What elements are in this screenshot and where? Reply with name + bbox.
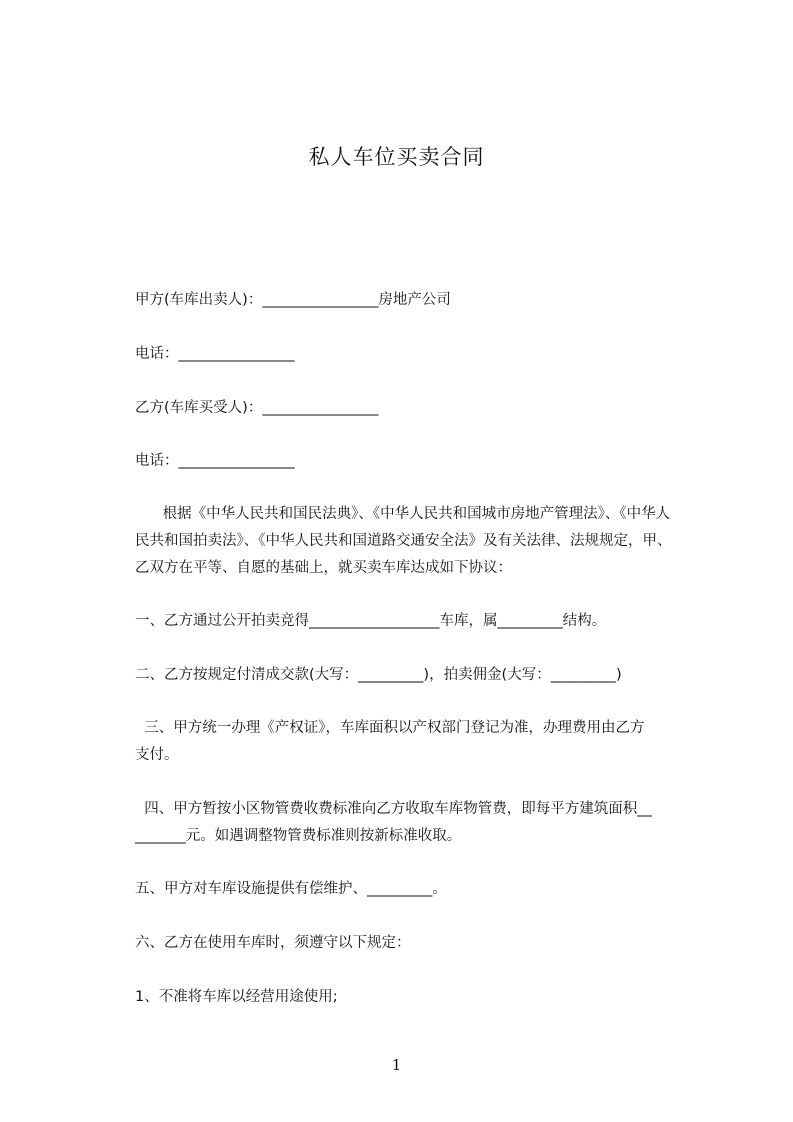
clause-5: 五、甲方对车库设施提供有偿维护、_________。: [135, 881, 447, 897]
seller-phone-line: 电话：________________: [135, 346, 295, 362]
clause-6-item-1: 1、不准将车库以经营用途使用;: [135, 989, 338, 1005]
seller-line: 甲方(车库出卖人)：________________房地产公司: [135, 292, 451, 308]
clause-6: 六、乙方在使用车库时，须遵守以下规定：: [135, 935, 411, 951]
clause-3-line-2: 支付。: [135, 747, 179, 763]
intro-paragraph-line-3: 乙双方在平等、自愿的基础上，就买卖车库达成如下协议：: [135, 560, 512, 576]
clause-1: 一、乙方通过公开拍卖竞得__________________车库，属_________结构。: [135, 613, 607, 629]
buyer-line: 乙方(车库买受人)：________________: [135, 400, 379, 416]
intro-paragraph-line-1: 根据《中华人民共和国民法典》、《中华人民共和国城市房地产管理法》、《中华人: [135, 506, 671, 522]
document-title: 私人车位买卖合同: [308, 145, 485, 169]
clause-2: 二、乙方按规定付清成交款(大写：_________)，拍卖佣金(大写：_________): [135, 667, 622, 683]
clause-4-line-1: 四、甲方暂按小区物管费收费标准向乙方收取车库物管费，即每平方建筑面积__: [135, 801, 652, 817]
clause-3-line-1: 三、甲方统一办理《产权证》，车库面积以产权部门登记为准，办理费用由乙方: [135, 720, 645, 736]
page-number: 1: [391, 1056, 402, 1074]
clause-4-line-2: _______元。如遇调整物管费标准则按新标准收取。: [135, 828, 462, 844]
buyer-phone-line: 电话：________________: [135, 453, 295, 469]
intro-paragraph-line-2: 民共和国拍卖法》、《中华人民共和国道路交通安全法》及有关法律、法规规定，甲、: [135, 533, 672, 549]
